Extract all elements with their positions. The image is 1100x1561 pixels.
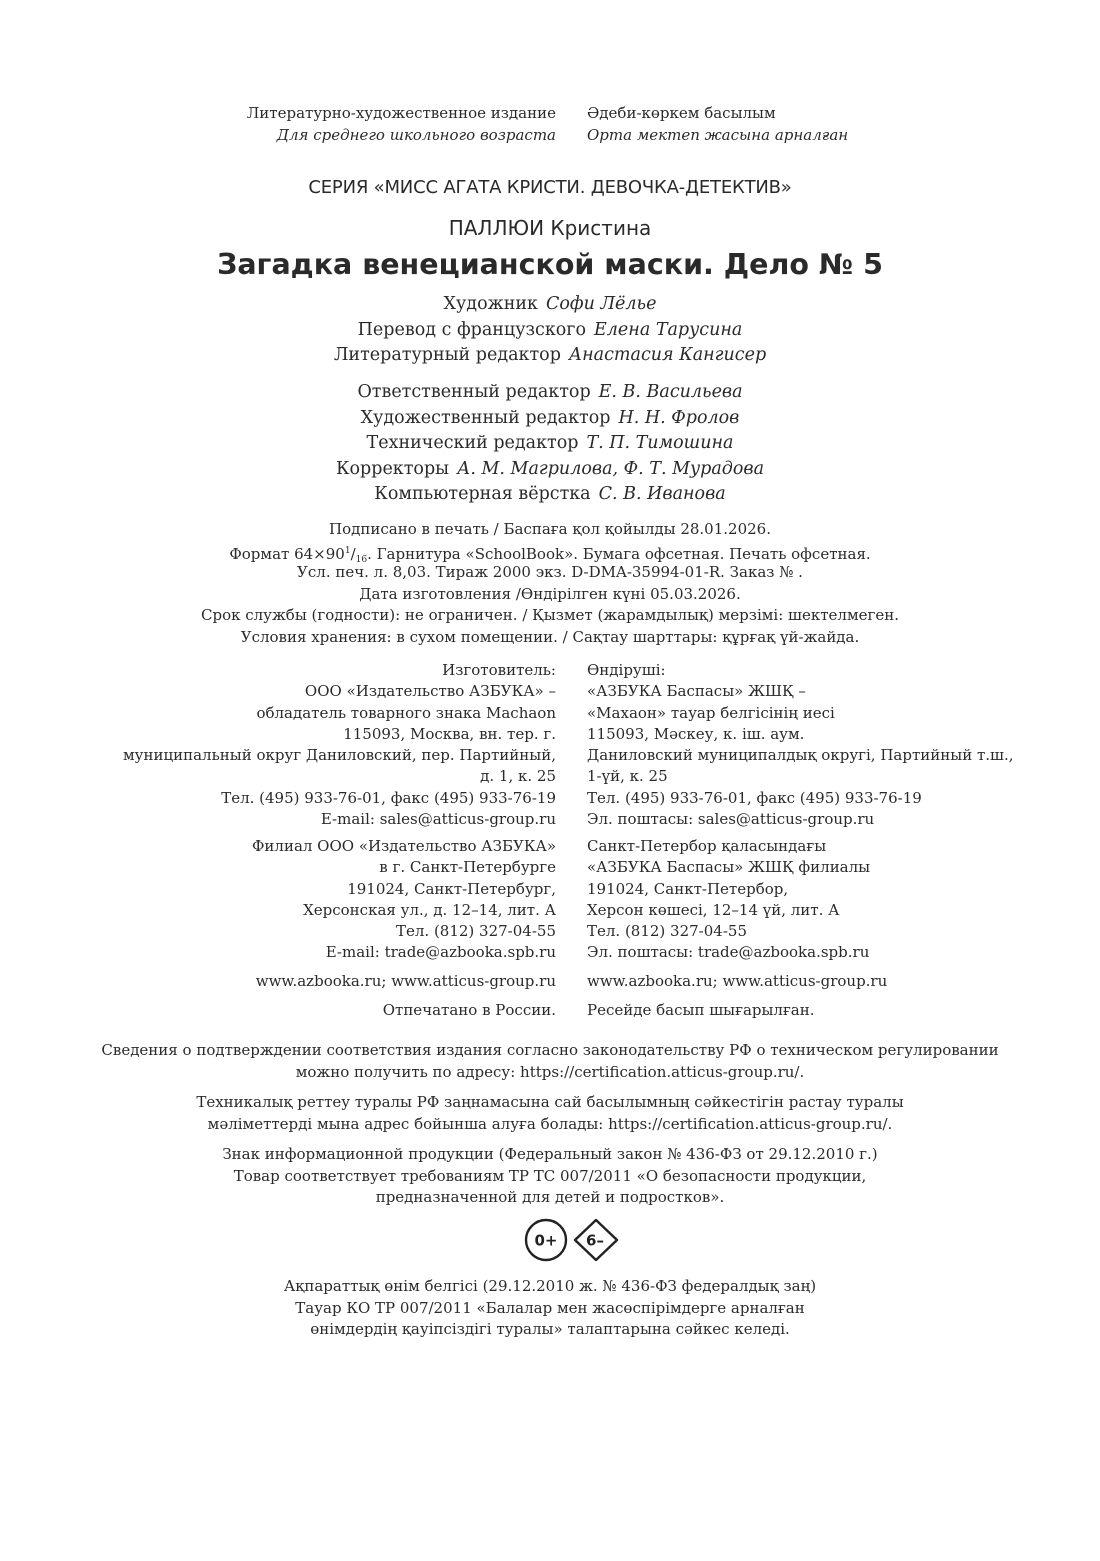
staff-name: С. В. Иванова xyxy=(598,484,726,504)
info-product-kz-line: өнімдердің қауіпсіздігі туралы» талаптарына сәйкес келеді. xyxy=(310,1320,790,1338)
book-title: Загадка венецианской маски. Дело № 5 xyxy=(217,248,883,281)
address-line: муниципальный округ Даниловский, пер. Партийный, xyxy=(122,746,556,765)
address-line: обладатель товарного знака Machaon xyxy=(256,703,556,722)
address-line: 115093, Москва, вн. тер. г. xyxy=(343,724,556,743)
address-line: Эл. поштасы: sales@atticus-group.ru xyxy=(587,810,875,829)
printed-ru: Отпечатано в России. xyxy=(382,1001,556,1019)
address-line: Филиал ООО «Издательство АЗБУКА» xyxy=(251,837,556,855)
staff-name: Н. Н. Фролов xyxy=(618,407,740,428)
address-line: Херсон көшесі, 12–14 үй, лит. А xyxy=(587,900,840,919)
signed-date: Подписано в печать / Баспаға қол қойылды 28.01.2026. xyxy=(329,520,771,538)
credit-role: Литературный редактор xyxy=(333,345,561,365)
age-rating-badges xyxy=(0,1218,1100,1262)
address-line: ООО «Издательство АЗБУКА» – xyxy=(304,682,556,701)
age-kz: Орта мектеп жасына арналған xyxy=(587,126,849,144)
credit-line xyxy=(0,343,1100,369)
address-line: E-mail: trade@azbooka.spb.ru xyxy=(325,943,556,962)
publication-type-kz: Әдеби-көркем басылым xyxy=(587,104,776,122)
address-line: 115093, Мәскеу, к. іш. аум. xyxy=(587,724,805,743)
address-line: «АЗБУКА Баспасы» ЖШҚ – xyxy=(587,682,806,701)
staff-line xyxy=(0,457,1100,483)
age-rating-diamond-icon xyxy=(575,1220,617,1260)
format-numerator: 1 xyxy=(344,545,351,556)
address-line: д. 1, к. 25 xyxy=(480,767,556,786)
staff-line xyxy=(0,431,1100,457)
staff-role: Ответственный редактор xyxy=(357,382,591,402)
credit-name: Анастасия Кангисер xyxy=(568,345,767,365)
address-line: Тел. (812) 327-04-55 xyxy=(396,922,556,941)
publication-type-ru: Литературно-художественное издание xyxy=(246,104,556,122)
format-line: Формат $64\times 90^1/_{16}$. Гарнитура «SchoolBook». Бумага офсетная. Печать офсетная. xyxy=(229,544,871,565)
age-ru: Для среднего школьного возраста xyxy=(276,126,556,144)
address-line: 1-үй, к. 25 xyxy=(587,767,668,786)
certification-ru-line: можно получить по адресу: https://certification.atticus-group.ru/. xyxy=(295,1062,805,1081)
address-line: «Махаон» тауар белгісінің иесі xyxy=(587,703,835,722)
address-line: Өндіруші: xyxy=(587,661,666,679)
format-details: . Гарнитура «SchoolBook». Бумага офсетная. Печать офсетная. xyxy=(367,544,871,563)
staff-name: Е. В. Васильева xyxy=(598,382,743,402)
address-line: Санкт-Петербор қаласындағы xyxy=(587,837,827,855)
certification-kz-line: мәліметтерді мына адрес бойынша алуға болады: https://certification.atticus-group.ru/. xyxy=(207,1114,893,1133)
age-rating-icons xyxy=(524,1218,620,1262)
staff-role: Корректоры xyxy=(335,458,450,479)
address-line: «АЗБУКА Баспасы» ЖШҚ филиалы xyxy=(587,858,871,877)
author-name: ПАЛЛЮИ Кристина xyxy=(448,216,652,240)
credit-name: Софи Лёлье xyxy=(545,294,657,314)
address-line: Тел. (812) 327-04-55 xyxy=(587,922,747,941)
certification-ru-line: Сведения о подтверждении соответствия издания согласно законодательству РФ о техническом регулировании xyxy=(101,1041,999,1059)
info-product-ru-line: Товар соответствует требованиям ТР ТС 007/2011 «О безопасности продукции, xyxy=(233,1166,867,1185)
credit-role: Перевод с французского xyxy=(357,319,587,340)
age-rating-circle-label: 0+ xyxy=(534,1231,558,1250)
shelf-life: Срок службы (годности): не ограничен. / Қызмет (жарамдылық) мерзімі: шектелмеген. xyxy=(201,606,899,624)
manufacture-date: Дата изготовления /Өндірілген күні 05.03.2026. xyxy=(359,584,741,603)
branch-ru xyxy=(252,836,556,964)
staff-line xyxy=(0,380,1100,406)
address-line: 191024, Санкт-Петербург, xyxy=(347,879,556,898)
certification-kz-line: Техникалық реттеу туралы РФ заңнамасына сай басылымның сәйкестігін растау туралы xyxy=(196,1093,904,1111)
staff-role: Художественный редактор xyxy=(360,407,611,428)
format-text: Формат 64×90 xyxy=(229,544,345,563)
staff-line xyxy=(0,406,1100,432)
address-line: 191024, Санкт-Петербор, xyxy=(587,879,789,898)
series-title: СЕРИЯ «МИСС АГАТА КРИСТИ. ДЕВОЧКА-ДЕТЕКТИВ» xyxy=(308,177,792,198)
credit-role: Художник xyxy=(443,294,538,314)
print-run: Усл. печ. л. 8,03. Тираж 2000 экз. D-DMA-35994-01-R. Заказ № . xyxy=(297,563,803,581)
format-denominator: 16 xyxy=(355,554,368,565)
credit-name: Елена Тарусина xyxy=(594,319,743,340)
credit-line xyxy=(0,292,1100,318)
age-rating-diamond-label: 6– xyxy=(586,1231,604,1250)
address-line: Херсонская ул., д. 12–14, лит. А xyxy=(303,900,556,919)
address-line: Тел. (495) 933-76-01, факс (495) 933-76-19 xyxy=(587,788,922,807)
address-line: в г. Санкт-Петербурге xyxy=(379,858,556,877)
storage-conditions: Условия хранения: в сухом помещении. / Сақтау шарттары: құрғақ үй-жайда. xyxy=(240,627,860,646)
manufacturer-ru xyxy=(123,660,556,830)
staff-role: Технический редактор xyxy=(366,433,579,453)
manufacturer-kz xyxy=(587,660,1014,830)
credit-line xyxy=(0,318,1100,344)
address-line: Даниловский муниципалдық округі, Партийный т.ш., xyxy=(587,746,1014,765)
info-product-kz-line: Тауар КО ТР 007/2011 «Балалар мен жасөспірімдерге арналған xyxy=(295,1298,805,1317)
age-rating-circle-icon xyxy=(526,1220,566,1260)
info-product-ru-line: предназначенной для детей и подростков». xyxy=(375,1188,725,1206)
info-product-ru-line: Знак информационной продукции (Федеральный закон № 436-ФЗ от 29.12.2010 г.) xyxy=(222,1145,878,1163)
websites-ru: www.azbooka.ru; www.atticus-group.ru xyxy=(255,972,556,990)
websites-kz: www.azbooka.ru; www.atticus-group.ru xyxy=(587,972,888,990)
address-line: Изготовитель: xyxy=(442,661,556,679)
address-line: Эл. поштасы: trade@azbooka.spb.ru xyxy=(587,943,870,962)
address-line: E-mail: sales@atticus-group.ru xyxy=(320,810,556,829)
staff-name: Т. П. Тимошина xyxy=(586,433,734,453)
info-product-kz-line: Ақпараттық өнім белгісі (29.12.2010 ж. № 436-ФЗ федералдық заң) xyxy=(283,1277,817,1295)
printed-kz: Ресейде басып шығарылған. xyxy=(587,1001,815,1019)
branch-kz xyxy=(587,836,870,964)
staff-line xyxy=(0,482,1100,508)
address-line: Тел. (495) 933-76-01, факс (495) 933-76-19 xyxy=(221,788,556,807)
staff-name: А. М. Магрилова, Ф. Т. Мурадова xyxy=(457,458,765,479)
staff-role: Компьютерная вёрстка xyxy=(374,484,591,504)
